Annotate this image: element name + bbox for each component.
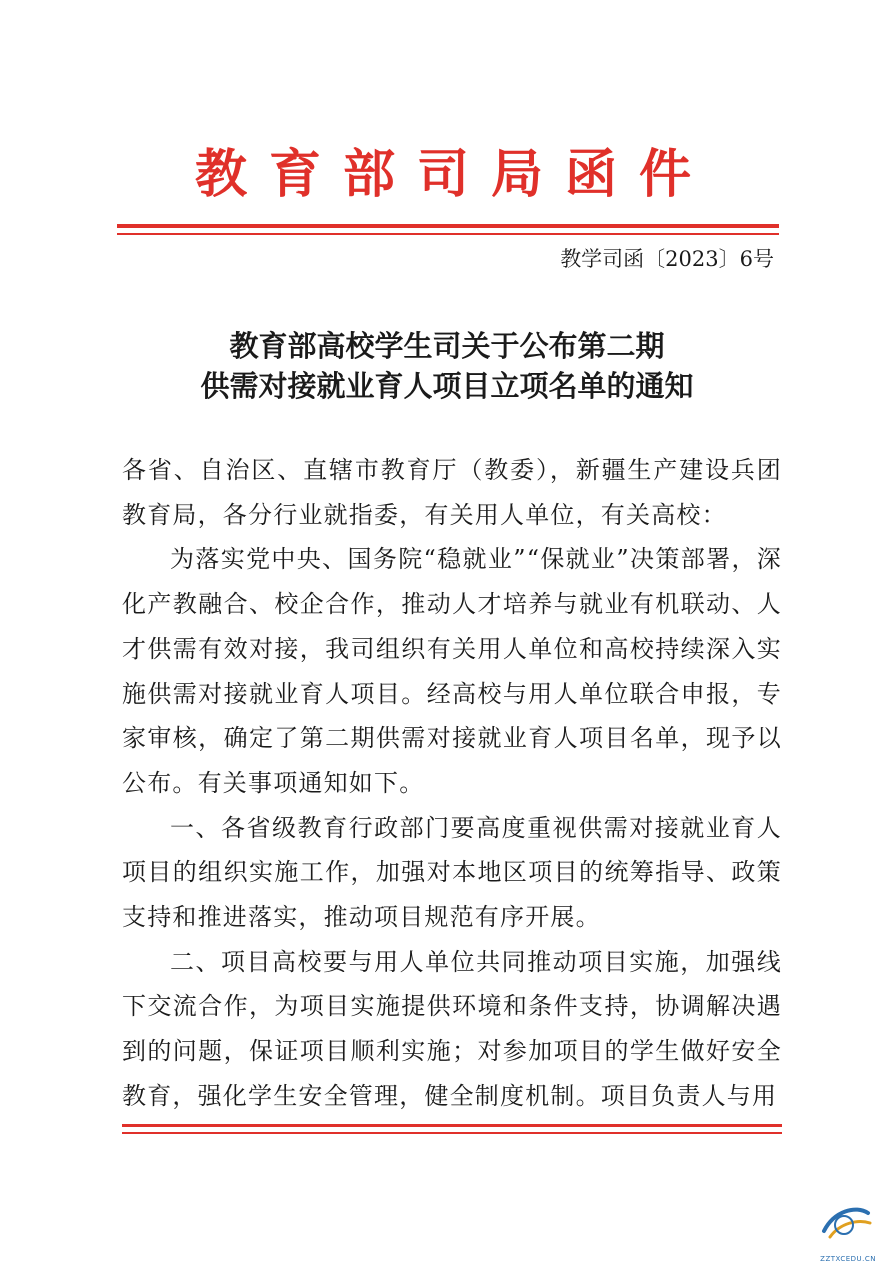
document-body — [122, 448, 782, 1119]
document-title-line-1: 教育部高校学生司关于公布第二期 — [229, 329, 665, 363]
masthead-title: 教育部司局函件 — [194, 144, 713, 205]
document-title-line-2: 供需对接就业育人项目立项名单的通知 — [200, 369, 694, 403]
footer-divider-thick — [122, 1124, 782, 1127]
body-paragraph-2: 一、各省级教育行政部门要高度重视供需对接就业育人项目的组织实施工作，加强对本地区项目的统筹指导、政策支持和推进落实，推动项目规范有序开展。 — [122, 813, 782, 932]
salutation: 各省、自治区、直辖市教育厅（教委），新疆生产建设兵团教育局，各分行业就指委，有关用人单位，有关高校： — [122, 456, 782, 529]
document-number: 教学司函〔2023〕6号 — [560, 247, 774, 271]
masthead-divider-thin — [117, 233, 779, 235]
watermark-text: ZZTXCEDU.CN — [820, 1255, 876, 1263]
logo-swoosh-icon — [810, 1197, 880, 1255]
masthead-divider-thick — [117, 224, 779, 228]
footer-divider-thin — [122, 1132, 782, 1134]
document-title — [0, 326, 894, 406]
body-paragraph-3: 二、项目高校要与用人单位共同推动项目实施，加强线下交流合作，为项目实施提供环境和条件支持，协调解决遇到的问题，保证项目顺利实施；对参加项目的学生做好安全教育，强化学生安全管理，健全制度机制。项目负责人与用 — [122, 947, 782, 1110]
body-paragraph-1: 为落实党中央、国务院“稳就业”“保就业”决策部署，深化产教融合、校企合作，推动人才培养与就业有机联动、人才供需有效对接，我司组织有关用人单位和高校持续深入实施供需对接就业育人项目。经高校与用人单位联合申报，专家审核，确定了第二期供需对接就业育人项目名单，现予以公布。有关事项通知如下。 — [122, 545, 782, 797]
